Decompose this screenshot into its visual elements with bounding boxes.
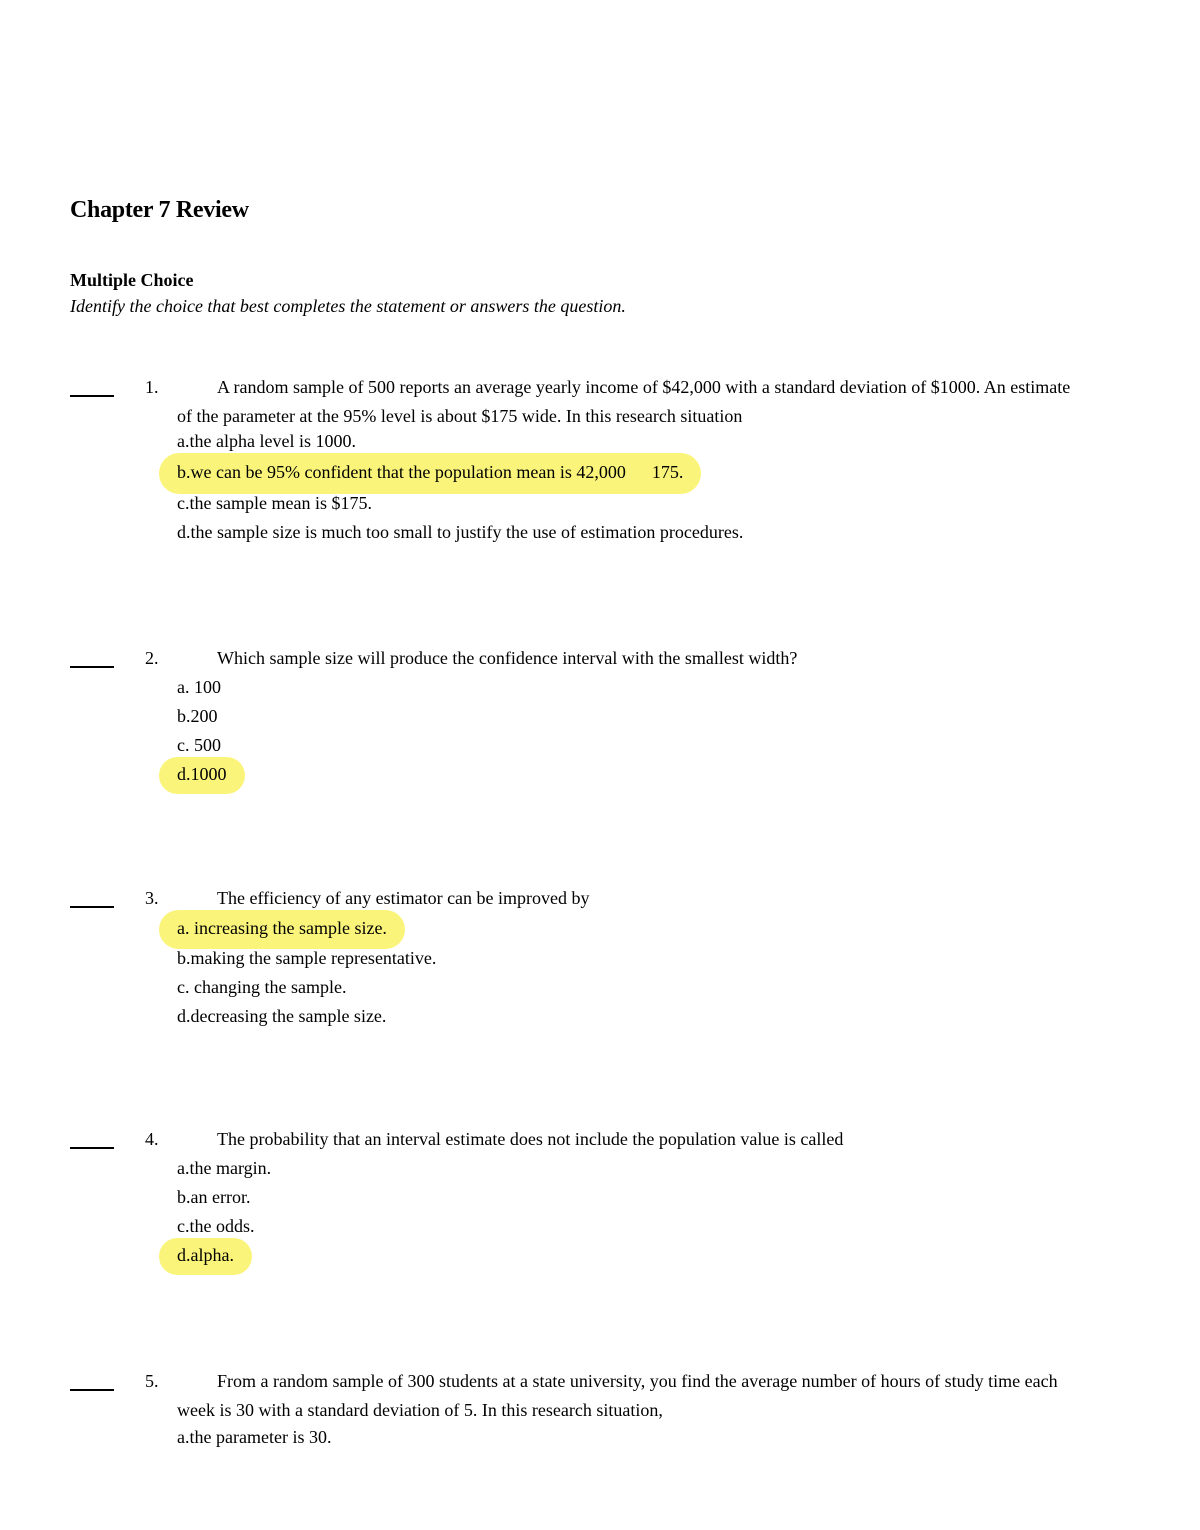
- choice-text: the margin.: [189, 1158, 272, 1178]
- choice-letter: d.: [177, 1245, 191, 1265]
- choice-c[interactable]: [177, 973, 436, 1002]
- choice-b[interactable]: [177, 944, 436, 973]
- question-stem: The probability that an interval estimate does not include the population value is called: [217, 1129, 844, 1149]
- choice-list: [177, 427, 743, 547]
- choice-text: 200: [190, 706, 218, 726]
- choice-letter: b.: [177, 948, 191, 968]
- choice-letter: b.: [177, 1187, 191, 1207]
- section-heading: Multiple Choice: [70, 270, 194, 290]
- choice-text: 1000: [190, 764, 227, 784]
- answer-blank[interactable]: [70, 373, 114, 402]
- question-number: 4.: [145, 1129, 159, 1149]
- question-stem: A random sample of 500 reports an average yearly income of $42,000 with a standard deviation of $1000. An estimate of the parameter at the 95% level is about $175 wide. In this research situation: [177, 377, 1071, 426]
- choice-text: making the sample representative.: [190, 948, 437, 968]
- answer-highlight: [177, 1241, 234, 1270]
- choice-d[interactable]: [177, 760, 227, 789]
- choice-text: the sample size is much too small to justify the use of estimation procedures.: [190, 522, 744, 542]
- choice-c[interactable]: [177, 489, 743, 518]
- choice-letter: c.: [177, 1216, 190, 1236]
- choice-letter: a.: [177, 1158, 190, 1178]
- choice-list: [177, 673, 227, 789]
- question-stem: The efficiency of any estimator can be improved by: [217, 888, 590, 908]
- choice-letter: a.: [177, 918, 190, 938]
- choice-b[interactable]: [177, 456, 743, 489]
- choice-text: an error.: [190, 1187, 251, 1207]
- choice-text: we can be 95% confident that the population mean is 42,000: [190, 462, 626, 482]
- answer-highlight: [177, 456, 683, 489]
- choice-text: the alpha level is 1000.: [189, 431, 356, 451]
- choice-text: the odds.: [189, 1216, 255, 1236]
- answer-highlight: [177, 760, 227, 789]
- question-number: 3.: [145, 888, 159, 908]
- choice-letter: d.: [177, 522, 191, 542]
- choice-text: increasing the sample size.: [194, 918, 387, 938]
- choice-d[interactable]: [177, 1002, 436, 1031]
- choice-list: [177, 913, 436, 1031]
- choice-letter: c.: [177, 977, 190, 997]
- question-number: 5.: [145, 1371, 159, 1391]
- choice-text: alpha.: [190, 1245, 234, 1265]
- choice-a[interactable]: [177, 673, 227, 702]
- choice-letter: d.: [177, 1006, 191, 1026]
- choice-list: [177, 1154, 271, 1270]
- choice-letter: b.: [177, 706, 191, 726]
- choice-a[interactable]: [177, 1154, 271, 1183]
- question-number: 1.: [145, 377, 159, 397]
- choice-letter: a.: [177, 431, 190, 451]
- answer-blank[interactable]: [70, 1367, 114, 1396]
- choice-a[interactable]: [177, 913, 436, 944]
- choice-text: 100: [194, 677, 221, 697]
- choice-text: decreasing the sample size.: [190, 1006, 387, 1026]
- choice-list: [177, 1423, 331, 1452]
- choice-d[interactable]: [177, 518, 743, 547]
- choice-text: changing the sample.: [194, 977, 347, 997]
- choice-letter: c.: [177, 735, 190, 755]
- choice-b[interactable]: [177, 1183, 271, 1212]
- choice-letter: c.: [177, 493, 190, 513]
- choice-a[interactable]: [177, 427, 743, 456]
- choice-text: the parameter is 30.: [189, 1427, 332, 1447]
- answer-blank[interactable]: [70, 644, 114, 673]
- choice-text: the sample mean is $175.: [189, 493, 372, 513]
- question-number: 2.: [145, 648, 159, 668]
- choice-letter: a.: [177, 677, 190, 697]
- choice-text: 500: [194, 735, 221, 755]
- choice-letter: b.: [177, 462, 191, 482]
- choice-a[interactable]: [177, 1423, 331, 1452]
- choice-c[interactable]: [177, 731, 227, 760]
- choice-d[interactable]: [177, 1241, 271, 1270]
- page-title: Chapter 7 Review: [70, 197, 249, 223]
- question-stem: From a random sample of 300 students at a state university, you find the average number of hours of study time each week is 30 with a standard deviation of 5. In this research situation,: [177, 1371, 1058, 1420]
- choice-letter: a.: [177, 1427, 190, 1447]
- question-stem: Which sample size will produce the confidence interval with the smallest width?: [217, 648, 798, 668]
- answer-blank[interactable]: [70, 1125, 114, 1154]
- instructions: Identify the choice that best completes the statement or answers the question.: [70, 296, 626, 316]
- choice-text-extra: 175.: [651, 462, 684, 482]
- choice-letter: d.: [177, 764, 191, 784]
- choice-c[interactable]: [177, 1212, 271, 1241]
- choice-b[interactable]: [177, 702, 227, 731]
- answer-blank[interactable]: [70, 884, 114, 913]
- answer-highlight: [177, 913, 387, 944]
